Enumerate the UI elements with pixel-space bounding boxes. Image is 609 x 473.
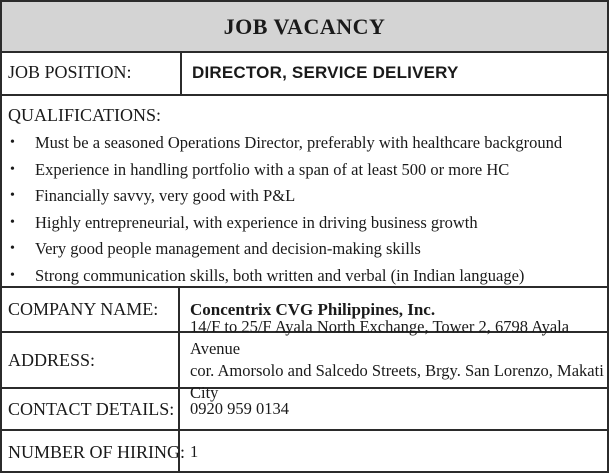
qualifications-list [2,130,562,289]
qualifications-section [2,96,607,288]
qualification-text: Experience in handling portfolio with a span of at least 500 or more HC [35,159,510,179]
qualification-text: Financially savvy, very good with P&L [35,186,296,205]
address-value [180,317,607,402]
list-item [2,236,562,263]
job-position-label: JOB POSITION: [2,51,182,94]
qualification-text: Strong communication skills, both written and verbal (in Indian language) [35,265,525,285]
address-row [2,317,607,402]
bullet-icon: • [10,135,15,150]
contact-details-label: CONTACT DETAILS: [2,389,180,429]
address-line-1: 14/F to 25/F Ayala North Exchange, Tower 2, 6798 Ayala Avenue [190,317,570,358]
title-banner [2,2,607,53]
job-position-row [2,51,607,96]
qualifications-heading: QUALIFICATIONS: [8,105,161,125]
bullet-icon: • [10,241,15,256]
bullet-icon: • [10,188,15,203]
number-of-hiring-row [2,431,607,473]
address-label: ADDRESS: [2,333,180,387]
contact-details-row [2,389,607,431]
list-item [2,263,562,290]
bullet-icon: • [10,267,15,283]
bullet-icon: • [10,214,15,230]
number-of-hiring-value: 1 [190,442,199,461]
qualification-text: Very good people management and decision-making skills [35,239,421,258]
address-line-2: cor. Amorsolo and Salcedo Streets, Brgy. San Lorenzo, Makati City [190,361,604,402]
list-item [2,157,562,184]
company-name-value: Concentrix CVG Philippines, Inc. [190,299,436,319]
bullet-icon: • [10,161,15,177]
contact-details-value: 0920 959 0134 [190,399,289,418]
company-name-label: COMPANY NAME: [2,288,180,331]
number-of-hiring-label: NUMBER OF HIRING: [2,431,180,473]
list-item [2,183,562,210]
page-title: JOB VACANCY [223,13,386,39]
job-position-value: DIRECTOR, SERVICE DELIVERY [192,62,459,82]
qualification-text: Highly entrepreneurial, with experience in driving business growth [35,212,478,232]
list-item [2,210,562,237]
list-item [2,130,562,157]
qualification-text: Must be a seasoned Operations Director, preferably with healthcare background [35,133,563,152]
